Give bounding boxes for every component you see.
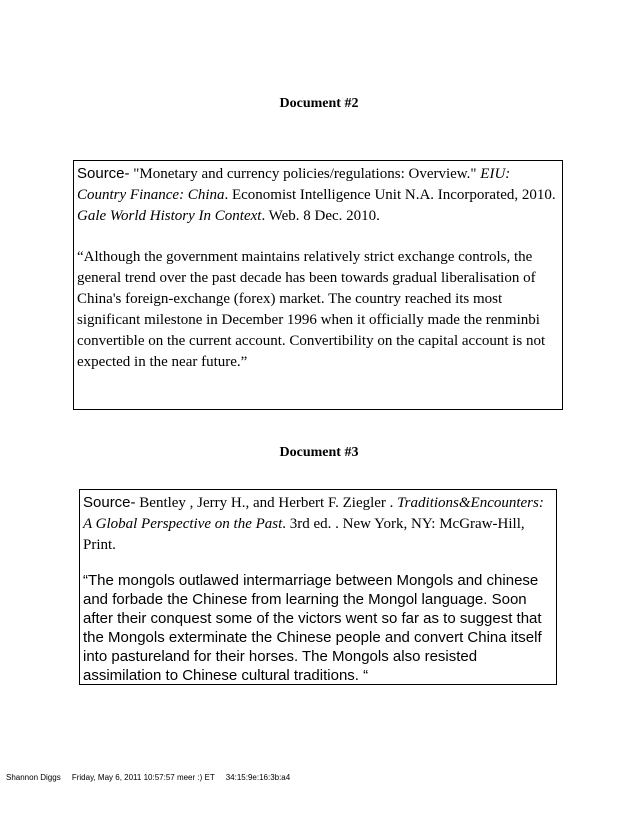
doc3-source-label: Source- bbox=[83, 494, 136, 511]
doc3-citation-text bbox=[83, 495, 544, 553]
citation-part: Gale World History In Context bbox=[77, 208, 262, 224]
doc2-heading: Document #2 bbox=[279, 96, 359, 111]
citation-part: "Monetary and currency policies/regulations: Overview." bbox=[129, 166, 481, 182]
doc3-quote: “The mongols outlawed intermarriage between Mongols and chinese and forbade the Chinese from learning the Mongol language. Soon after their conquest some of the victors went so far as to suggest that the Mongols exterminate the Chinese people and convert China itself into pastureland for their horses. The Mongols also resisted assimilation to Chinese cultural traditions. “ bbox=[83, 572, 542, 684]
footer-timestamp: Friday, May 6, 2011 10:57:57 meer :) ET bbox=[71, 773, 215, 782]
citation-part: EIU: Country Finance: China bbox=[77, 166, 511, 203]
citation-part: Traditions&Encounters: A Global Perspective on the Past bbox=[83, 495, 544, 532]
footer-id: 34:15:9e:16:3b:a4 bbox=[225, 773, 291, 782]
doc2-source-label: Source- bbox=[77, 165, 130, 182]
doc3-heading: Document #3 bbox=[279, 445, 359, 460]
citation-part: . 3rd ed. . New York, NY: McGraw-Hill, Print. bbox=[83, 516, 525, 553]
citation-part: . Web. 8 Dec. 2010. bbox=[261, 208, 380, 224]
doc2-source-box bbox=[73, 160, 563, 410]
citation-part: Bentley , Jerry H., and Herbert F. Ziegler . bbox=[135, 495, 398, 511]
citation-part: . Economist Intelligence Unit N.A. Incorporated, 2010. bbox=[224, 187, 556, 203]
doc3-citation bbox=[83, 492, 556, 556]
doc3-source-box bbox=[79, 489, 557, 685]
footer-author: Shannon Diggs bbox=[6, 773, 61, 782]
doc2-citation bbox=[77, 163, 562, 227]
page-footer bbox=[6, 773, 290, 782]
doc2-citation-text bbox=[77, 166, 556, 224]
doc2-quote: “Although the government maintains relatively strict exchange controls, the general trend over the past decade has been towards gradual liberalisation of China's foreign-exchange (forex) market. The country reached its most significant milestone in December 1996 when it officially made the renminbi convertible on the current account. Convertibility on the capital account is not expected in the near future.” bbox=[77, 249, 546, 370]
